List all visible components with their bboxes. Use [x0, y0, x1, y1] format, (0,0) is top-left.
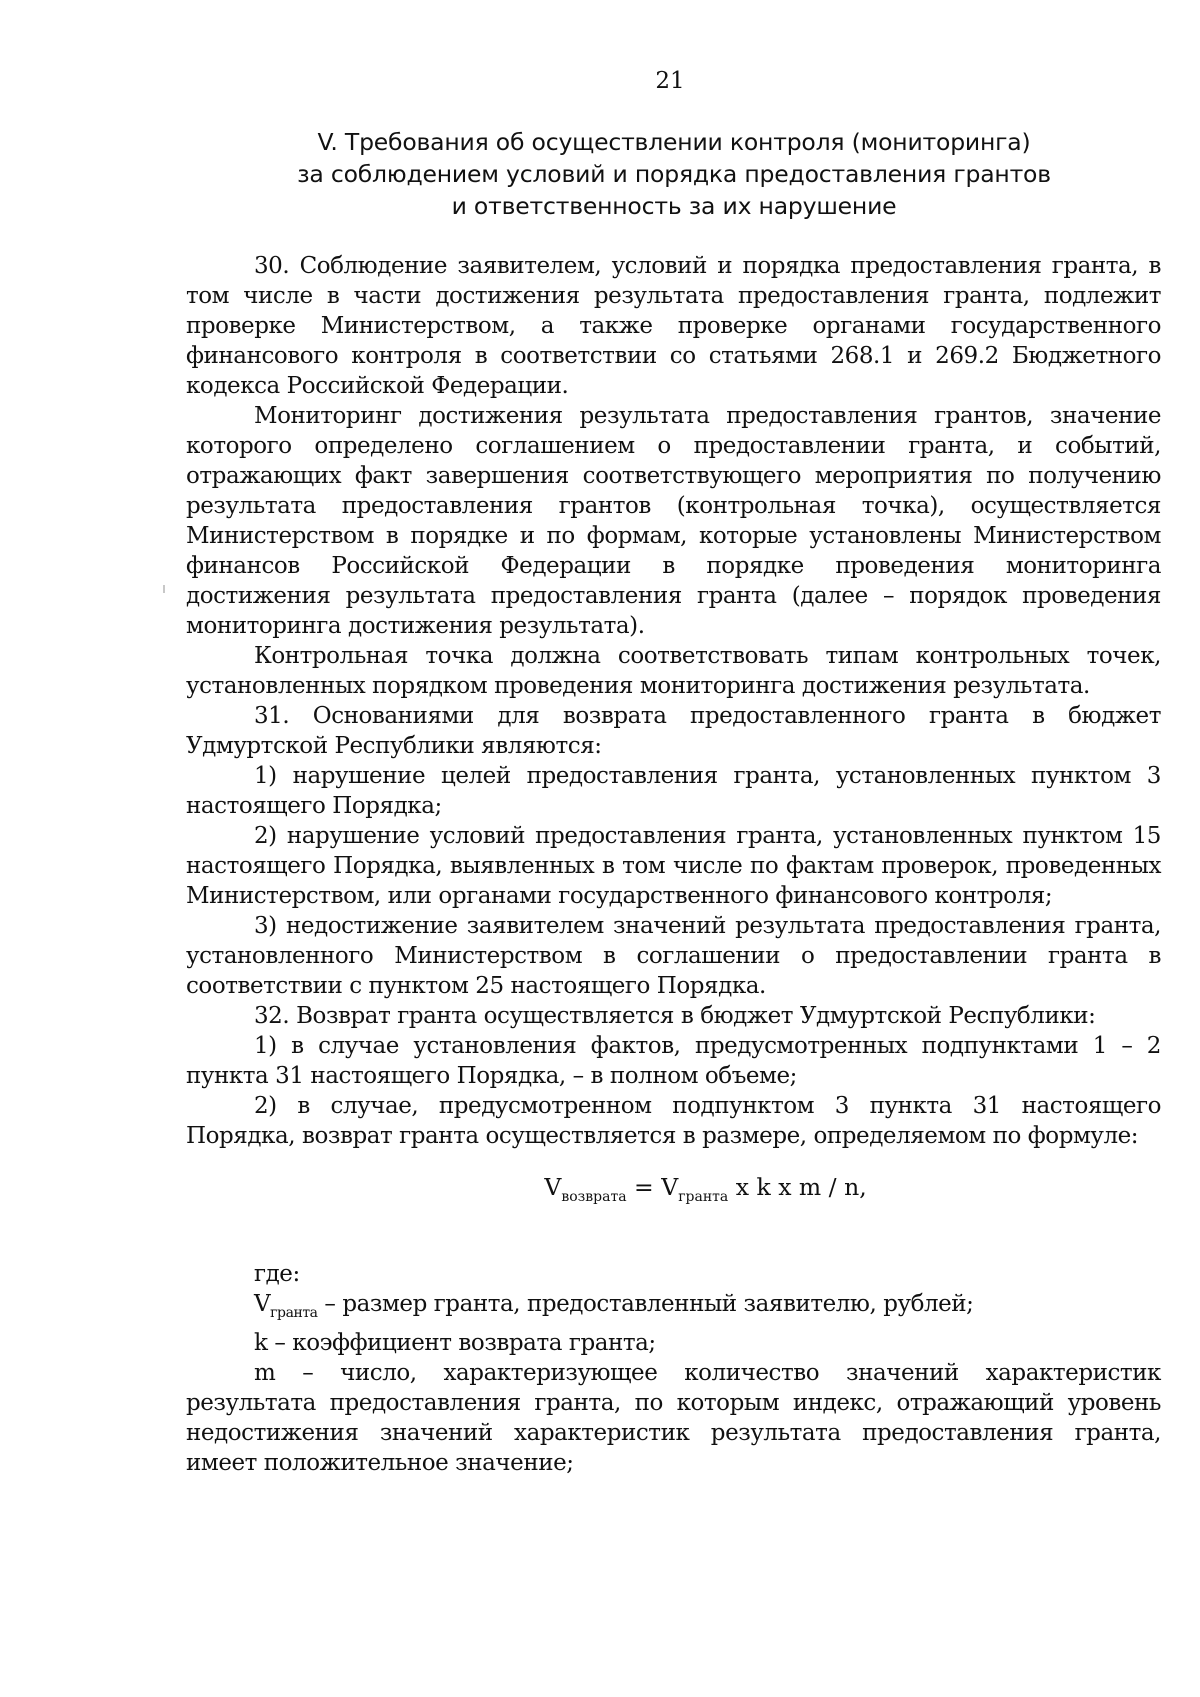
- paragraph-30: 30. Соблюдение заявителем, условий и порядка предоставления гранта, в том числе в части достижения результата предоставления гранта, подлежит проверке Министерством, а также проверке органами государственного финансового контроля в соответствии со статьями 268.1 и 269.2 Бюджетного кодекса Российской Федерации.: [186, 253, 1161, 399]
- document-body: [186, 251, 1161, 1478]
- paragraph-32-item-2: 2) в случае, предусмотренном подпунктом 3 пункта 31 настоящего Порядка, возврат гранта осуществляется в размере, определяемом по формуле:: [186, 1093, 1161, 1149]
- definition-v-grant: [186, 1289, 1161, 1328]
- paragraph-32: 32. Возврат гранта осуществляется в бюджет Удмуртской Республики:: [254, 1003, 1096, 1029]
- refund-formula: [186, 1165, 1161, 1219]
- definition-text: – число, характеризующее количество значений характеристик результата предоставления гранта, по которым индекс, отражающий уровень недостижения значений характеристик результата предоставления гранта, имеет положительное значение;: [186, 1360, 1161, 1476]
- scan-margin-mark: [163, 585, 165, 593]
- page-number: 21: [655, 68, 685, 94]
- formula-rhs-subscript: гранта: [678, 1189, 729, 1205]
- paragraph-32-item-1: 1) в случае установления фактов, предусмотренных подпунктами 1 – 2 пункта 31 настоящего Порядка, – в полном объеме;: [186, 1033, 1161, 1089]
- paragraph-31-item-3: 3) недостижение заявителем значений результата предоставления гранта, установленного Министерством в соглашении о предоставлении гранта в соответствии с пунктом 25 настоящего Порядка.: [186, 913, 1161, 999]
- where-label: где:: [254, 1261, 300, 1287]
- section-title-line: V. Требования об осуществлении контроля (мониторинга): [317, 128, 1031, 156]
- definition-subscript: гранта: [270, 1305, 318, 1321]
- definition-k: [186, 1328, 1161, 1358]
- formula-lhs-subscript: возврата: [561, 1189, 627, 1205]
- definition-symbol: V: [254, 1291, 271, 1317]
- paragraph-monitoring: Мониторинг достижения результата предоставления грантов, значение которого определено соглашением о предоставлении гранта, и событий, отражающих факт завершения соответствующего мероприятия по получению результата предоставления грантов (контрольная точка), осуществляется Министерством в порядке и по формам, которые установлены Министерством финансов Российской Федерации в порядке проведения мониторинга достижения результата предоставления гранта (далее – порядок проведения мониторинга достижения результата).: [186, 403, 1161, 639]
- paragraph-control-point: Контрольная точка должна соответствовать типам контрольных точек, установленных порядком проведения мониторинга достижения результата.: [186, 643, 1161, 699]
- paragraph-31: 31. Основаниями для возврата предоставленного гранта в бюджет Удмуртской Республики являются:: [186, 703, 1161, 759]
- formula-lhs-symbol: V: [544, 1173, 562, 1201]
- definition-symbol: m: [254, 1360, 276, 1386]
- section-title-line: за соблюдением условий и порядка предоставления грантов: [297, 160, 1051, 188]
- definition-text: – коэффициент возврата гранта;: [274, 1330, 656, 1356]
- formula-equals: =: [634, 1173, 654, 1201]
- definition-text: – размер гранта, предоставленный заявителю, рублей;: [324, 1291, 974, 1317]
- section-title: [186, 126, 1162, 222]
- definition-m: [186, 1358, 1161, 1478]
- paragraph-31-item-1: 1) нарушение целей предоставления гранта, установленных пунктом 3 настоящего Порядка;: [186, 763, 1161, 819]
- definition-symbol: k: [254, 1330, 268, 1356]
- paragraph-31-item-2: 2) нарушение условий предоставления гранта, установленных пунктом 15 настоящего Порядка, выявленных в том числе по фактам проверок, проведенных Министерством, или органами государственного финансового контроля;: [186, 823, 1161, 909]
- formula-rhs-symbol: V: [661, 1173, 679, 1201]
- section-title-line: и ответственность за их нарушение: [451, 192, 897, 220]
- formula-rhs-rest: x k x m / n,: [735, 1173, 867, 1201]
